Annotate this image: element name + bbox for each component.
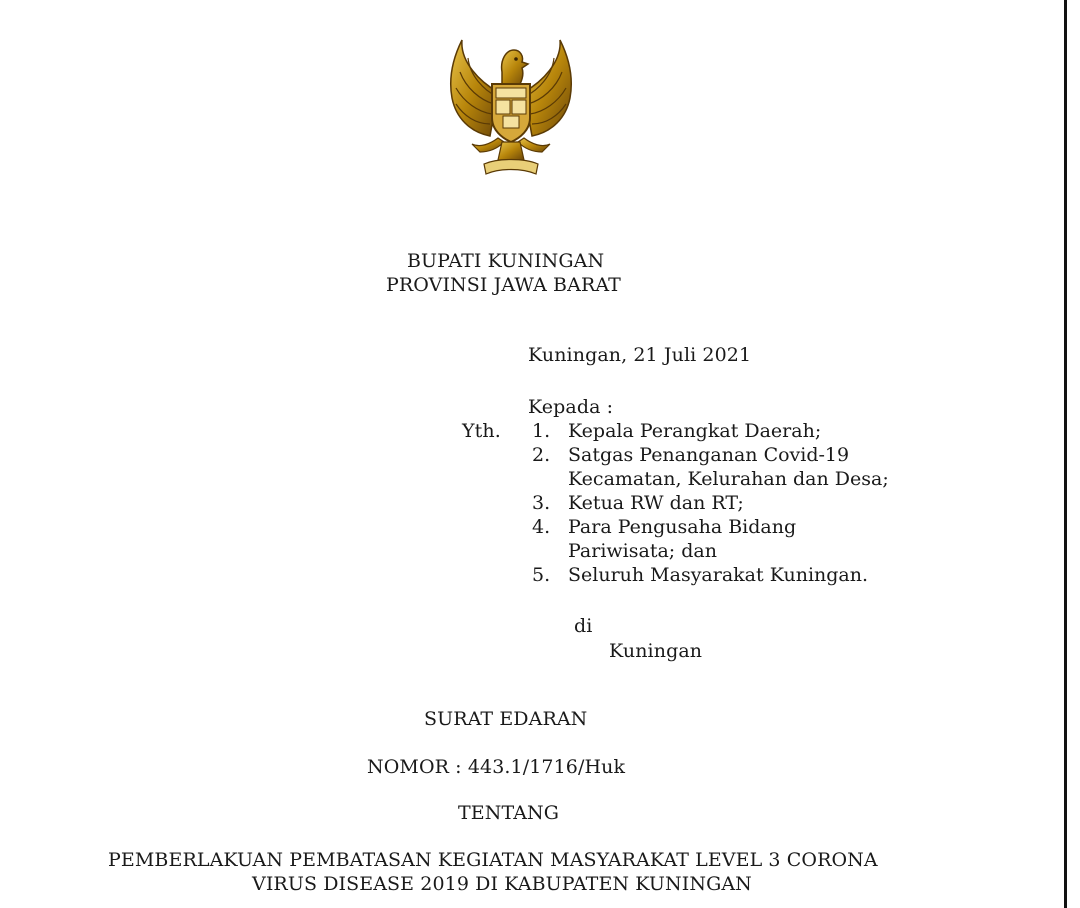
location-label: Kuningan bbox=[609, 640, 703, 662]
list-item: 4. Para Pengusaha Bidang bbox=[532, 516, 797, 538]
garuda-emblem-icon bbox=[440, 32, 582, 180]
issuer-province: PROVINSI JAWA BARAT bbox=[386, 274, 621, 296]
list-item-continuation: Pariwisata; dan bbox=[568, 540, 717, 562]
document-type: SURAT EDARAN bbox=[424, 708, 588, 730]
list-item: 2. Satgas Penanganan Covid-19 bbox=[532, 444, 850, 466]
list-item: 5. Seluruh Masyarakat Kuningan. bbox=[532, 564, 869, 586]
subject-line-2: VIRUS DISEASE 2019 DI KABUPATEN KUNINGAN bbox=[252, 873, 752, 895]
list-item-continuation: Kecamatan, Kelurahan dan Desa; bbox=[568, 468, 889, 490]
recipient-list bbox=[532, 419, 889, 587]
yth-label: Yth. bbox=[462, 420, 501, 442]
place-date: Kuningan, 21 Juli 2021 bbox=[528, 344, 752, 366]
kepada-label: Kepada : bbox=[528, 396, 614, 418]
list-item: 1. Kepala Perangkat Daerah; bbox=[532, 420, 822, 442]
document-number: NOMOR : 443.1/1716/Huk bbox=[367, 756, 626, 778]
page-edge-border bbox=[1064, 0, 1080, 908]
list-item: 3. Ketua RW dan RT; bbox=[532, 492, 744, 514]
subject-line-1: PEMBERLAKUAN PEMBATASAN KEGIATAN MASYARAKAT LEVEL 3 CORONA bbox=[108, 849, 878, 871]
di-label: di bbox=[574, 615, 593, 637]
issuer-title: BUPATI KUNINGAN bbox=[407, 250, 605, 272]
tentang-label: TENTANG bbox=[458, 802, 560, 824]
